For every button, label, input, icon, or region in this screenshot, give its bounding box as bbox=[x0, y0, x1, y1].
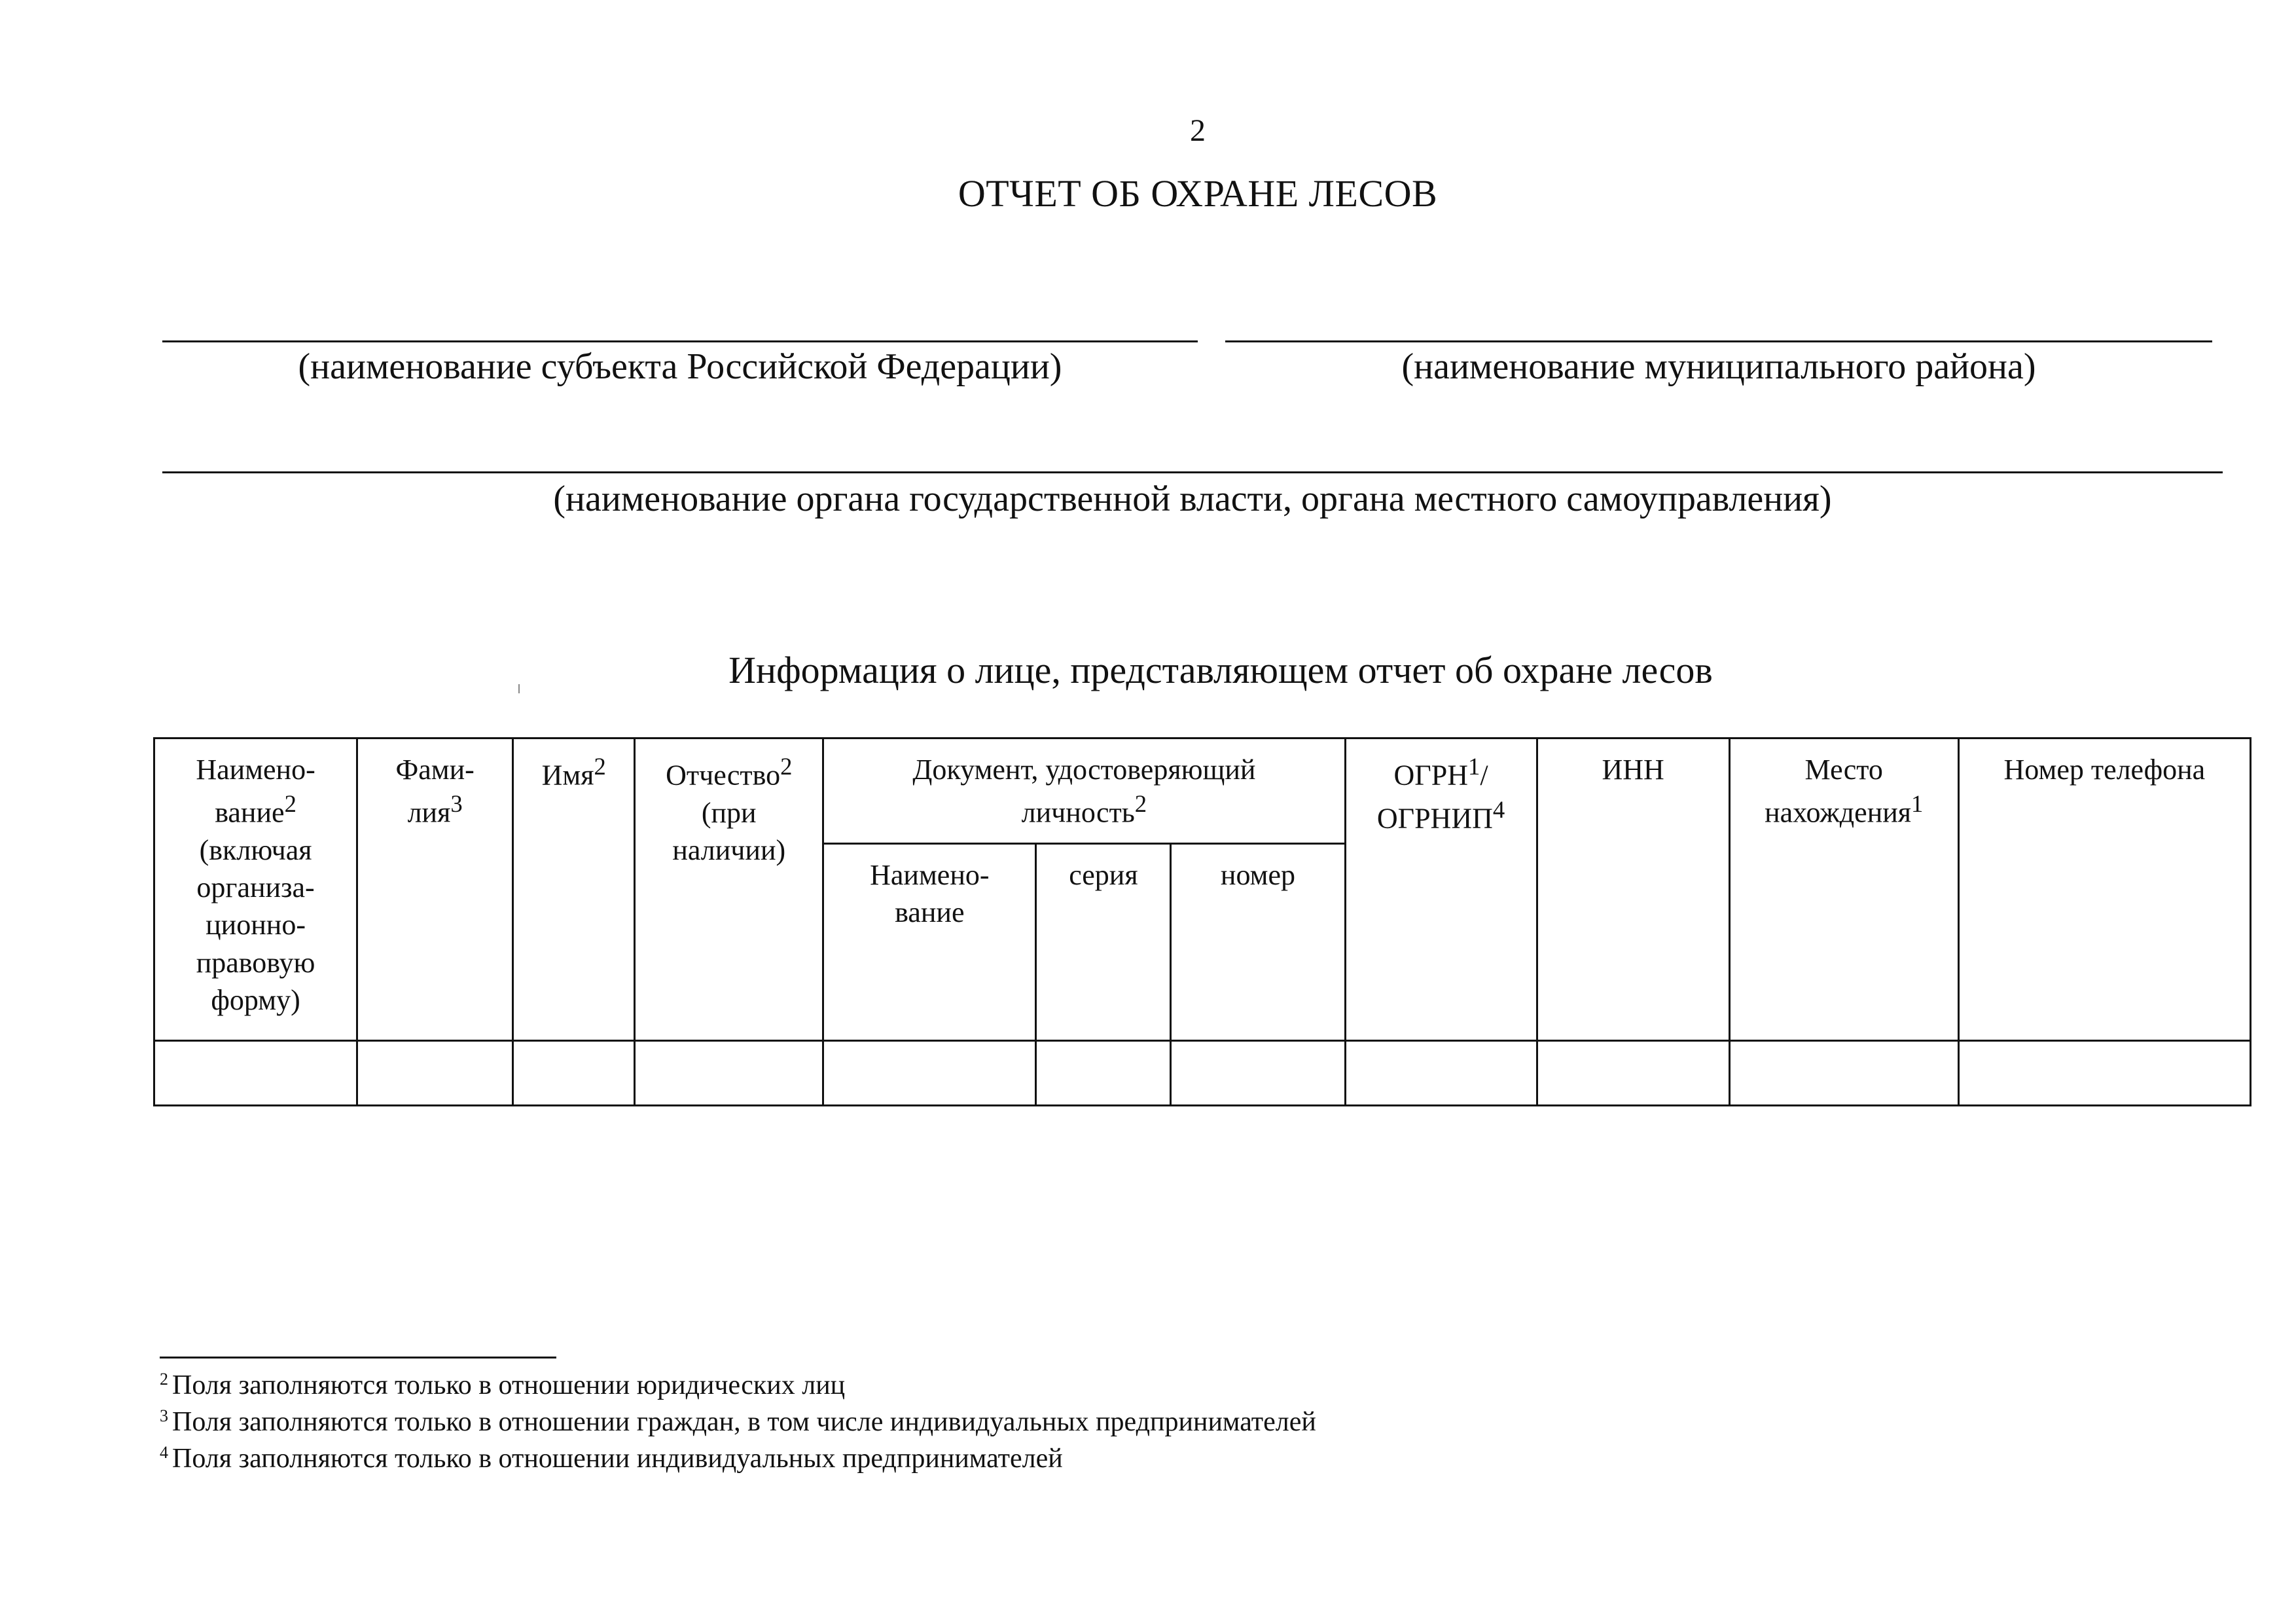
header-ogrn-separator: / bbox=[1480, 759, 1488, 792]
header-name-footnote-mark: 2 bbox=[284, 790, 296, 818]
header-location bbox=[1729, 739, 1958, 1041]
footnote-mark: 4 bbox=[160, 1443, 168, 1462]
cell-series[interactable] bbox=[1036, 1041, 1171, 1106]
cell-document-name[interactable] bbox=[823, 1041, 1036, 1106]
header-ogrnip-label: ОГРНИП bbox=[1376, 802, 1493, 835]
subheader-number bbox=[1171, 844, 1345, 1041]
person-info-table bbox=[153, 737, 2251, 1106]
header-name-note: (включая организа- ционно- правовую форму) bbox=[196, 834, 315, 1016]
header-name-label: Наимено- вание bbox=[196, 754, 315, 829]
cell-phone[interactable] bbox=[1958, 1041, 2250, 1106]
header-identity-document-footnote-mark: 2 bbox=[1134, 790, 1147, 818]
subheader-document-name bbox=[823, 844, 1036, 1041]
report-title: ОТЧЕТ ОБ ОХРАНЕ ЛЕСОВ bbox=[958, 172, 1438, 215]
cell-first-name[interactable] bbox=[513, 1041, 635, 1106]
cell-surname[interactable] bbox=[357, 1041, 513, 1106]
district-fill-line[interactable] bbox=[1225, 340, 2212, 342]
header-surname-label: Фами- лия bbox=[395, 754, 475, 829]
subject-caption: (наименование субъекта Российской Федерации) bbox=[298, 346, 1062, 387]
info-heading: Информация о лице, представляющем отчет об охране лесов bbox=[728, 649, 1713, 691]
header-ogrnip-footnote-mark: 4 bbox=[1492, 795, 1505, 823]
header-inn bbox=[1537, 739, 1729, 1041]
header-first-name-label: Имя bbox=[541, 759, 594, 792]
header-location-label-bottom: нахождения bbox=[1765, 796, 1912, 829]
page-number: 2 bbox=[1190, 113, 1206, 148]
header-surname-footnote-mark: 3 bbox=[450, 790, 463, 818]
subheader-number-label: номер bbox=[1220, 859, 1296, 891]
stray-mark bbox=[518, 684, 520, 693]
footnote-mark: 2 bbox=[160, 1370, 168, 1389]
subheader-series-label: серия bbox=[1069, 859, 1138, 891]
header-identity-document-label: Документ, удостоверяющий личность bbox=[912, 754, 1256, 829]
header-patronymic bbox=[635, 739, 823, 1041]
header-name bbox=[154, 739, 357, 1041]
footnote-separator bbox=[160, 1357, 556, 1359]
header-location-label-top: Место bbox=[1804, 754, 1883, 786]
footnote-item bbox=[160, 1440, 1316, 1477]
cell-location[interactable] bbox=[1729, 1041, 1958, 1106]
header-location-footnote-mark: 1 bbox=[1911, 790, 1924, 818]
header-ogrn-label: ОГРН bbox=[1393, 759, 1468, 792]
header-patronymic-note: (при наличии) bbox=[672, 796, 786, 867]
footnotes bbox=[160, 1367, 1316, 1477]
header-phone-label: Номер телефона bbox=[2003, 754, 2206, 786]
authority-fill-line[interactable] bbox=[162, 471, 2223, 473]
footnote-mark: 3 bbox=[160, 1406, 168, 1425]
district-caption: (наименование муниципального района) bbox=[1401, 346, 2036, 387]
header-ogrn bbox=[1345, 739, 1537, 1041]
cell-patronymic[interactable] bbox=[635, 1041, 823, 1106]
subheader-document-name-label: Наимено- вание bbox=[870, 859, 990, 929]
header-patronymic-footnote-mark: 2 bbox=[780, 753, 793, 780]
cell-number[interactable] bbox=[1171, 1041, 1345, 1106]
cell-ogrn[interactable] bbox=[1345, 1041, 1537, 1106]
header-patronymic-label: Отчество bbox=[666, 759, 781, 792]
header-surname bbox=[357, 739, 513, 1041]
footnote-text: Поля заполняются только в отношении юридических лиц bbox=[172, 1370, 846, 1400]
subject-fill-line[interactable] bbox=[162, 340, 1198, 342]
footnote-text: Поля заполняются только в отношении индивидуальных предпринимателей bbox=[172, 1444, 1063, 1474]
header-first-name bbox=[513, 739, 635, 1041]
header-first-name-footnote-mark: 2 bbox=[594, 753, 606, 780]
footnote-item bbox=[160, 1404, 1316, 1440]
authority-caption: (наименование органа государственной власти, органа местного самоуправления) bbox=[553, 479, 1832, 519]
table-row bbox=[154, 1041, 2251, 1106]
cell-name[interactable] bbox=[154, 1041, 357, 1106]
header-identity-document bbox=[823, 739, 1345, 844]
header-ogrn-footnote-mark: 1 bbox=[1468, 753, 1480, 780]
footnote-text: Поля заполняются только в отношении граждан, в том числе индивидуальных предпринимателей bbox=[172, 1407, 1316, 1437]
footnote-item bbox=[160, 1367, 1316, 1404]
subheader-series bbox=[1036, 844, 1171, 1041]
cell-inn[interactable] bbox=[1537, 1041, 1729, 1106]
header-inn-label: ИНН bbox=[1602, 754, 1664, 786]
header-phone bbox=[1958, 739, 2250, 1041]
